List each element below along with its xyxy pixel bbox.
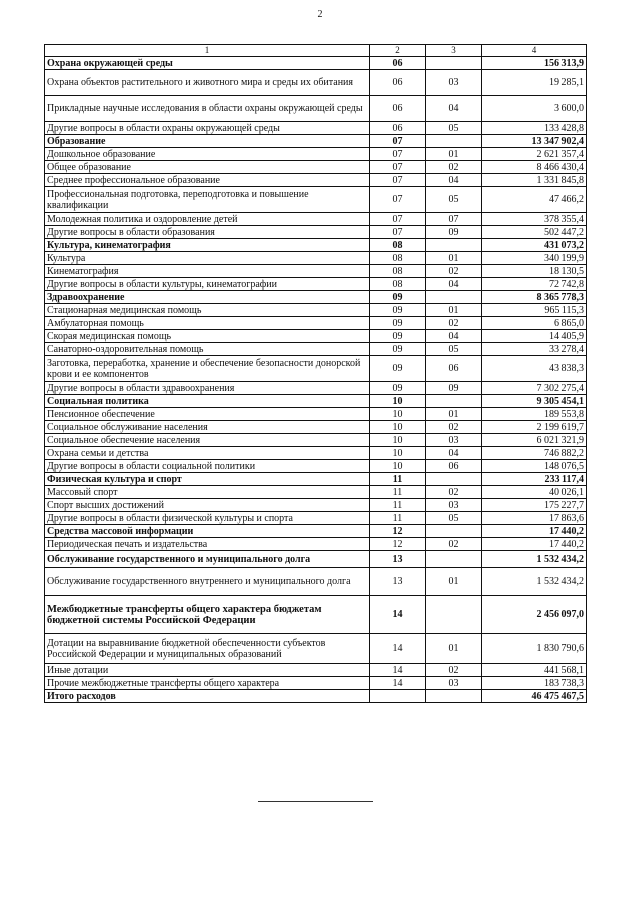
row-amount-cell: 175 227,7	[482, 499, 587, 512]
row-subsection-code-cell: 03	[426, 70, 482, 96]
table-section-row	[45, 57, 587, 70]
row-name-cell: Физическая культура и спорт	[45, 473, 370, 486]
row-amount-cell: 17 440,2	[482, 525, 587, 538]
row-subsection-code-cell: 01	[426, 304, 482, 317]
row-subsection-code-cell: 01	[426, 148, 482, 161]
table-row	[45, 278, 587, 291]
row-name-cell: Периодическая печать и издательства	[45, 538, 370, 551]
table-row	[45, 343, 587, 356]
header-col-3: 3	[426, 45, 482, 57]
row-subsection-code-cell: 03	[426, 434, 482, 447]
row-section-code-cell: 08	[370, 239, 426, 252]
row-name-cell: Обслуживание государственного и муниципального долга	[45, 551, 370, 568]
row-subsection-code-cell: 04	[426, 96, 482, 122]
row-section-code-cell: 07	[370, 135, 426, 148]
table-row	[45, 122, 587, 135]
table-header-row	[45, 45, 587, 57]
row-section-code-cell: 07	[370, 174, 426, 187]
row-section-code-cell: 11	[370, 512, 426, 525]
table-row	[45, 148, 587, 161]
row-section-code-cell: 07	[370, 226, 426, 239]
table-row	[45, 677, 587, 690]
row-name-cell: Средства массовой информации	[45, 525, 370, 538]
row-subsection-code-cell: 03	[426, 499, 482, 512]
row-section-code-cell: 09	[370, 382, 426, 395]
row-subsection-code-cell: 02	[426, 538, 482, 551]
row-subsection-code-cell: 04	[426, 447, 482, 460]
row-section-code-cell: 14	[370, 596, 426, 634]
row-amount-cell: 3 600,0	[482, 96, 587, 122]
row-subsection-code-cell: 01	[426, 408, 482, 421]
row-section-code-cell: 10	[370, 421, 426, 434]
row-section-code-cell: 12	[370, 538, 426, 551]
row-amount-cell: 502 447,2	[482, 226, 587, 239]
row-name-cell: Образование	[45, 135, 370, 148]
row-subsection-code-cell: 05	[426, 122, 482, 135]
row-section-code-cell: 11	[370, 473, 426, 486]
row-subsection-code-cell	[426, 57, 482, 70]
row-subsection-code-cell: 04	[426, 174, 482, 187]
row-subsection-code-cell	[426, 525, 482, 538]
row-subsection-code-cell: 01	[426, 634, 482, 664]
header-col-2: 2	[370, 45, 426, 57]
row-name-cell: Дотации на выравнивание бюджетной обеспеченности субъектов Российской Федерации и муниципальных образований	[45, 634, 370, 664]
table-row	[45, 538, 587, 551]
row-section-code-cell: 13	[370, 568, 426, 596]
row-amount-cell: 8 365 778,3	[482, 291, 587, 304]
table-section-row	[45, 395, 587, 408]
row-amount-cell: 6 865,0	[482, 317, 587, 330]
row-subsection-code-cell	[426, 135, 482, 148]
row-subsection-code-cell: 09	[426, 226, 482, 239]
row-name-cell: Обслуживание государственного внутреннего и муниципального долга	[45, 568, 370, 596]
row-section-code-cell: 06	[370, 57, 426, 70]
row-amount-cell: 340 199,9	[482, 252, 587, 265]
row-amount-cell: 1 830 790,6	[482, 634, 587, 664]
row-section-code-cell: 06	[370, 96, 426, 122]
row-section-code-cell: 13	[370, 551, 426, 568]
row-amount-cell: 378 355,4	[482, 213, 587, 226]
row-name-cell: Профессиональная подготовка, переподготовка и повышение квалификации	[45, 187, 370, 213]
table-row	[45, 568, 587, 596]
row-section-code-cell: 14	[370, 634, 426, 664]
row-subsection-code-cell: 03	[426, 677, 482, 690]
row-section-code-cell: 06	[370, 70, 426, 96]
row-subsection-code-cell: 04	[426, 330, 482, 343]
table-row	[45, 486, 587, 499]
row-amount-cell: 17 440,2	[482, 538, 587, 551]
row-section-code-cell: 09	[370, 343, 426, 356]
row-name-cell: Охрана объектов растительного и животного мира и среды их обитания	[45, 70, 370, 96]
table-row	[45, 460, 587, 473]
table-row	[45, 499, 587, 512]
row-amount-cell: 965 115,3	[482, 304, 587, 317]
row-name-cell: Здравоохранение	[45, 291, 370, 304]
table-section-row	[45, 525, 587, 538]
row-amount-cell: 7 302 275,4	[482, 382, 587, 395]
header-col-4: 4	[482, 45, 587, 57]
row-amount-cell: 33 278,4	[482, 343, 587, 356]
row-section-code-cell: 10	[370, 395, 426, 408]
row-amount-cell: 2 621 357,4	[482, 148, 587, 161]
row-name-cell: Стационарная медицинская помощь	[45, 304, 370, 317]
table-row	[45, 330, 587, 343]
row-section-code-cell: 08	[370, 265, 426, 278]
row-section-code-cell: 14	[370, 664, 426, 677]
row-section-code-cell: 06	[370, 122, 426, 135]
row-section-code-cell: 07	[370, 161, 426, 174]
row-subsection-code-cell: 01	[426, 252, 482, 265]
row-amount-cell: 47 466,2	[482, 187, 587, 213]
row-name-cell: Дошкольное образование	[45, 148, 370, 161]
row-name-cell: Другие вопросы в области охраны окружающей среды	[45, 122, 370, 135]
row-amount-cell: 2 456 097,0	[482, 596, 587, 634]
table-row	[45, 317, 587, 330]
row-amount-cell: 189 553,8	[482, 408, 587, 421]
row-subsection-code-cell	[426, 291, 482, 304]
row-name-cell: Пенсионное обеспечение	[45, 408, 370, 421]
table-row	[45, 634, 587, 664]
row-section-code-cell: 14	[370, 677, 426, 690]
row-amount-cell: 431 073,2	[482, 239, 587, 252]
row-section-code-cell: 09	[370, 317, 426, 330]
row-name-cell: Другие вопросы в области образования	[45, 226, 370, 239]
row-amount-cell: 233 117,4	[482, 473, 587, 486]
row-name-cell: Другие вопросы в области физической культуры и спорта	[45, 512, 370, 525]
row-subsection-code-cell: 05	[426, 512, 482, 525]
row-amount-cell: 1 532 434,2	[482, 551, 587, 568]
row-amount-cell: 17 863,6	[482, 512, 587, 525]
row-name-cell: Санаторно-оздоровительная помощь	[45, 343, 370, 356]
row-name-cell: Итого расходов	[45, 690, 370, 703]
table-row	[45, 447, 587, 460]
table-section-row	[45, 596, 587, 634]
row-name-cell: Кинематография	[45, 265, 370, 278]
row-name-cell: Культура, кинематография	[45, 239, 370, 252]
row-name-cell: Иные дотации	[45, 664, 370, 677]
row-name-cell: Прикладные научные исследования в области охраны окружающей среды	[45, 96, 370, 122]
row-subsection-code-cell: 07	[426, 213, 482, 226]
row-section-code-cell: 08	[370, 252, 426, 265]
row-name-cell: Другие вопросы в области здравоохранения	[45, 382, 370, 395]
row-name-cell: Прочие межбюджетные трансферты общего характера	[45, 677, 370, 690]
row-name-cell: Другие вопросы в области культуры, кинематографии	[45, 278, 370, 291]
row-amount-cell: 6 021 321,9	[482, 434, 587, 447]
row-section-code-cell: 07	[370, 148, 426, 161]
row-section-code-cell: 09	[370, 330, 426, 343]
table-row	[45, 434, 587, 447]
row-amount-cell: 133 428,8	[482, 122, 587, 135]
row-name-cell: Молодежная политика и оздоровление детей	[45, 213, 370, 226]
row-section-code-cell: 09	[370, 304, 426, 317]
row-name-cell: Культура	[45, 252, 370, 265]
table-row	[45, 512, 587, 525]
row-section-code-cell: 10	[370, 447, 426, 460]
row-section-code-cell: 10	[370, 434, 426, 447]
row-amount-cell: 14 405,9	[482, 330, 587, 343]
row-section-code-cell: 07	[370, 213, 426, 226]
row-amount-cell: 18 130,5	[482, 265, 587, 278]
row-subsection-code-cell: 02	[426, 161, 482, 174]
row-name-cell: Охрана окружающей среды	[45, 57, 370, 70]
table-row	[45, 252, 587, 265]
row-subsection-code-cell: 06	[426, 460, 482, 473]
table-row	[45, 664, 587, 677]
row-section-code-cell: 08	[370, 278, 426, 291]
row-subsection-code-cell: 09	[426, 382, 482, 395]
table-row	[45, 96, 587, 122]
row-amount-cell: 2 199 619,7	[482, 421, 587, 434]
row-section-code-cell: 11	[370, 499, 426, 512]
row-name-cell: Социальная политика	[45, 395, 370, 408]
row-name-cell: Массовый спорт	[45, 486, 370, 499]
table-section-row	[45, 291, 587, 304]
row-name-cell: Амбулаторная помощь	[45, 317, 370, 330]
row-amount-cell: 746 882,2	[482, 447, 587, 460]
row-section-code-cell: 09	[370, 356, 426, 382]
table-row	[45, 187, 587, 213]
table-section-row	[45, 239, 587, 252]
table-section-row	[45, 551, 587, 568]
row-amount-cell: 441 568,1	[482, 664, 587, 677]
row-name-cell: Межбюджетные трансферты общего характера бюджетам бюджетной системы Российской Федерации	[45, 596, 370, 634]
table-row	[45, 70, 587, 96]
table-section-row	[45, 135, 587, 148]
row-subsection-code-cell: 02	[426, 317, 482, 330]
row-amount-cell: 148 076,5	[482, 460, 587, 473]
row-subsection-code-cell: 02	[426, 664, 482, 677]
row-section-code-cell: 07	[370, 187, 426, 213]
row-name-cell: Скорая медицинская помощь	[45, 330, 370, 343]
row-subsection-code-cell	[426, 690, 482, 703]
row-amount-cell: 9 305 454,1	[482, 395, 587, 408]
row-name-cell: Спорт высших достижений	[45, 499, 370, 512]
table-section-row	[45, 473, 587, 486]
row-subsection-code-cell	[426, 473, 482, 486]
row-amount-cell: 46 475 467,5	[482, 690, 587, 703]
table-row	[45, 226, 587, 239]
row-section-code-cell: 10	[370, 460, 426, 473]
row-subsection-code-cell: 02	[426, 421, 482, 434]
table-row	[45, 265, 587, 278]
row-subsection-code-cell: 01	[426, 568, 482, 596]
row-amount-cell: 19 285,1	[482, 70, 587, 96]
table-row	[45, 421, 587, 434]
table-row	[45, 174, 587, 187]
table-row	[45, 408, 587, 421]
table-row	[45, 356, 587, 382]
row-amount-cell: 13 347 902,4	[482, 135, 587, 148]
footer-divider	[258, 801, 373, 802]
row-amount-cell: 8 466 430,4	[482, 161, 587, 174]
row-amount-cell: 40 026,1	[482, 486, 587, 499]
row-subsection-code-cell	[426, 596, 482, 634]
row-name-cell: Социальное обслуживание населения	[45, 421, 370, 434]
table-row	[45, 382, 587, 395]
row-subsection-code-cell: 04	[426, 278, 482, 291]
page-number: 2	[317, 9, 323, 20]
row-name-cell: Охрана семьи и детства	[45, 447, 370, 460]
row-section-code-cell: 12	[370, 525, 426, 538]
row-name-cell: Другие вопросы в области социальной политики	[45, 460, 370, 473]
row-section-code-cell: 11	[370, 486, 426, 499]
row-amount-cell: 183 738,3	[482, 677, 587, 690]
table-row	[45, 304, 587, 317]
table-row	[45, 213, 587, 226]
table-row	[45, 161, 587, 174]
row-subsection-code-cell	[426, 395, 482, 408]
row-name-cell: Заготовка, переработка, хранение и обеспечение безопасности донорской крови и ее компонентов	[45, 356, 370, 382]
row-subsection-code-cell: 05	[426, 187, 482, 213]
table-section-row	[45, 690, 587, 703]
row-subsection-code-cell	[426, 239, 482, 252]
row-subsection-code-cell: 05	[426, 343, 482, 356]
row-subsection-code-cell: 06	[426, 356, 482, 382]
expenditure-table	[44, 44, 587, 703]
row-section-code-cell: 10	[370, 408, 426, 421]
row-name-cell: Социальное обеспечение населения	[45, 434, 370, 447]
row-name-cell: Среднее профессиональное образование	[45, 174, 370, 187]
row-amount-cell: 1 532 434,2	[482, 568, 587, 596]
row-subsection-code-cell	[426, 551, 482, 568]
row-amount-cell: 72 742,8	[482, 278, 587, 291]
row-amount-cell: 43 838,3	[482, 356, 587, 382]
row-subsection-code-cell: 02	[426, 265, 482, 278]
row-subsection-code-cell: 02	[426, 486, 482, 499]
header-col-1: 1	[45, 45, 370, 57]
row-name-cell: Общее образование	[45, 161, 370, 174]
row-section-code-cell	[370, 690, 426, 703]
row-section-code-cell: 09	[370, 291, 426, 304]
row-amount-cell: 1 331 845,8	[482, 174, 587, 187]
row-amount-cell: 156 313,9	[482, 57, 587, 70]
